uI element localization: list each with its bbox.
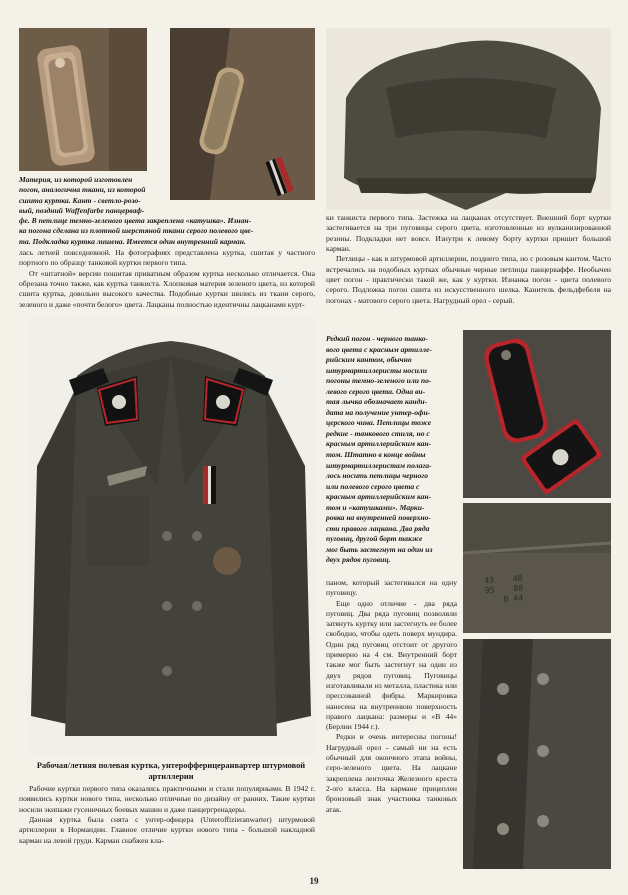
caption-line: погоны темно-зеленого или по-	[326, 376, 432, 386]
caption-line: красным артиллерийским кан-	[326, 492, 432, 502]
paragraph: Редки и очень интересны погоны! Нагрудный орел - самый ни на есть обычный для окончного этапа войны, серо-зеленого цвета. На лацкане закреплена ленточка Железного креста 2-ого класса. На кармане прицеплен бронзовый знак участника танковых атак.	[326, 732, 457, 814]
right-column-lower-text	[326, 578, 457, 815]
paragraph: лась летней повседневной. На фотографиях представлена куртка, сшитая у частного портного по образцу танковой куртки первого типа.	[19, 248, 315, 268]
caption-line: вого цвета с красным артилле-	[326, 344, 432, 354]
epaulette-caption	[19, 175, 167, 216]
caption-line: церского чина. Петлицы тоже	[326, 418, 432, 428]
paragraph: Рабочие куртки первого типа оказались практичными и стали популярными. В 1942 г. появились куртки нового типа, несколько отличные по дизайну от ранних. Такие куртки носили экипажи гусеничных боевых машин и даже панцергренадеры.	[19, 784, 315, 814]
caption-line: штурмартиллеристам полага-	[326, 460, 432, 470]
caption-line: пуговиц, другой борт также	[326, 534, 423, 544]
caption-line: рийским кантом, обычно	[326, 355, 412, 365]
caption-line: та. Подкладка куртка лишена. Имеется один внутренний карман.	[19, 236, 246, 246]
paragraph: От «штатной» версии пошитая приватным образом куртка несколько отличается. Она обрезана точно также, как куртка танкиста. Хлопковая материя зеленого цвета, из которой сшита куртка, довольно высокого качества. Подобные куртки шились из ткани серого, зеленого и даже «почти белого» цвета. Лацканы полностью идентичны лацканами курт-	[19, 268, 315, 309]
epaulette-caption-wide	[19, 216, 315, 247]
paragraph: паном, который застегивался на одну пуговицу.	[326, 578, 457, 598]
caption-line: штурмартиллеристы носили	[326, 365, 427, 375]
photo-epaulette-closeup	[19, 28, 147, 171]
photo-epaulette-black	[463, 330, 611, 498]
caption-line: тая лычка обозначает канди-	[326, 397, 428, 407]
caption-line: ровка на внутренней поверхно-	[326, 513, 431, 523]
photo-main-jacket	[27, 316, 315, 756]
left-column-upper-text	[19, 248, 315, 310]
caption-line: лось носить петлицы черного	[326, 471, 428, 481]
paragraph: Данная куртка была снята с унтер-офицера (Unteroffizieranwarter) штурмовой артиллерии в Нормандии. Главное отличие куртки нового типа - большой накладной карман на левой груди. Карман снабжен кла-	[19, 815, 315, 845]
caption-line: редкие - танкового стиля, но с	[326, 428, 430, 438]
caption-line: погон, аналогична ткани, из которой	[19, 185, 146, 195]
stamp-markings	[484, 570, 576, 606]
stamp-value: B 44	[503, 593, 524, 604]
stamp-value: 40	[512, 573, 523, 584]
caption-line: Редкий погон - черного танко-	[326, 334, 429, 343]
caption-line: сшита куртка. Кант - светло-розо-	[19, 195, 141, 205]
photo-buttons	[463, 639, 611, 869]
stamp-value: 88	[513, 583, 524, 594]
caption-line: том. Штатно в конце войны	[326, 450, 426, 460]
stamp-value: 43	[484, 575, 495, 586]
left-column-lower-text	[19, 784, 315, 846]
page-number: 19	[309, 876, 319, 886]
photo-jacket-back	[326, 28, 611, 210]
caption-line: Материя, из которой изготовлен	[19, 175, 133, 184]
stamp-value: 95	[484, 585, 496, 596]
caption-line: дата на получение унтер-офи-	[326, 407, 431, 417]
caption-line: красным артиллерийским кан-	[326, 439, 432, 449]
main-photo-caption: Рабочая/летняя полевая куртка, унтерофферицеранвартер штурмовой артиллерии	[36, 761, 306, 781]
caption-line: левого серого цвета. Одна ви-	[326, 386, 426, 396]
caption-line: двух рядов пуговиц.	[326, 555, 391, 565]
caption-line: мог быть застегнут на один из	[326, 544, 433, 554]
paragraph: ки танкиста первого типа. Застежка на лацканах отсутствует. Внешний борт куртки застегивается на три пуговицы серого цвета, изготовленные из вулканизированной резины. Подкладки нет вовсе. Изнутри к левому борту куртки пришит большой карман.	[326, 213, 611, 254]
caption-line: ка погона сделана из плотной шерстяной ткани серого полевого цве-	[19, 226, 254, 236]
photo-collar-tab	[170, 28, 315, 200]
caption-line: вый, поздний Waffenfarbe панцерваф-	[19, 205, 145, 215]
caption-line: фе. В петлице темно-зеленого цвета закреплена «катушка». Изнан-	[19, 216, 252, 225]
photo-lining-stamp	[463, 503, 611, 633]
caption-line: сти правого лацкана. Два ряда	[326, 523, 430, 533]
caption-line: том и «катушками». Марки-	[326, 502, 425, 512]
paragraph: Еще одно отличие - два ряда пуговиц. Два ряда пуговиц позволяли затянуть куртку или застегнуть ее более свободно, чтобы одеть поверх мундира. Один ряд пуговиц отстоит от другого примерно на 4 см. Внутренний борт также мог быть застегнут на один из двух рядов пуговиц. Пуговицы изготавливали из металла, пластика или прессованной фибры. Маркировка нанесена на внутреннюю поверхность правого лацкана: размеры и «В 44» (Берлин 1944 г.).	[326, 598, 457, 732]
right-column-upper-text	[326, 213, 611, 306]
paragraph: Петлицы - как в штурмовой артиллерии, позднего типа, но с розовым кантом. Часто встречались на подобных куртках обычные черные петлицы панцерваффе. Необычен цвет погон - практически такой же, как у куртки. Изнанка погон - цвета полевого серого. Подложка погон сшита из искусственного шелка. Канитель фельдфебеля на погонах - матового серого цвета. Нагрудный орел - серый.	[326, 254, 611, 305]
caption-line: или полевого серого цвета с	[326, 481, 420, 491]
epaulette-right-caption	[326, 334, 458, 566]
